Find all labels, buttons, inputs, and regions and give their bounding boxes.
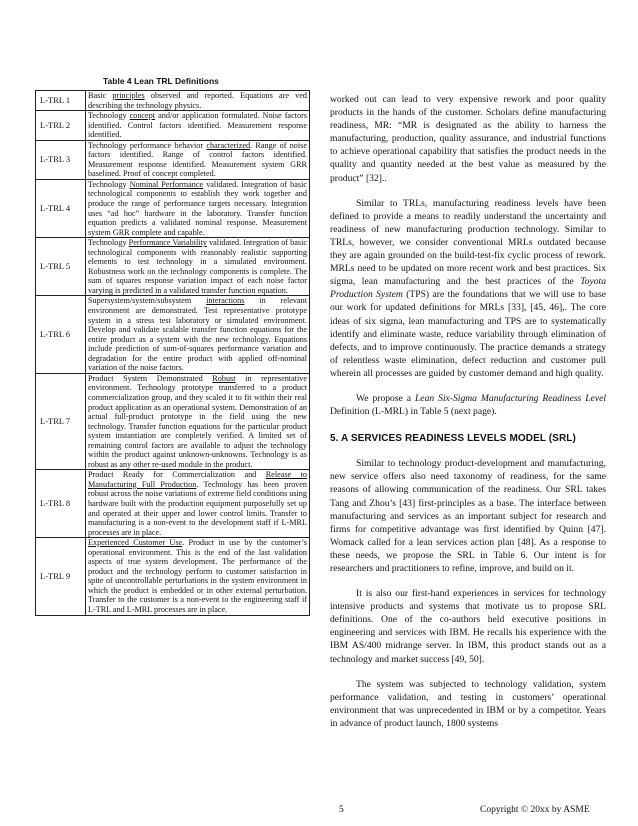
table-row	[36, 140, 310, 179]
key-term: Nominal Performance	[129, 179, 204, 189]
table-row	[36, 470, 310, 538]
trl-level-label: L-TRL 1	[36, 91, 86, 111]
key-term: concept	[129, 111, 156, 121]
description-text: validated. Integration of basic technological components to establish they work together and produce the range of performance targets necessary. Integration uses “ad hoc” hardware in the laboratory. Transfer function equation predicts a validated nominal response. Measurement system GRR complete and capable.	[88, 179, 307, 237]
trl-level-description	[86, 140, 310, 179]
description-text: and/or application formulated. Noise factors identified. Control factors identified. Measurement response identified.	[88, 111, 307, 140]
description-text: . Product in use by the customer’s operational environment. This is the end of the last validation aspects of true system development. The performance of the product and the technology perform to customer satisfaction in spite of uncontrollable perturbations in the system environment in which the product is embedded or in other external perturbation. Transfer to the customer is a non-event to the engineering staff if L-TRL and L-MRL processes are in place.	[88, 538, 307, 614]
key-term: Performance Variability	[128, 238, 207, 248]
right-column	[330, 93, 606, 742]
paragraph-services: Similar to technology product-development and manufacturing, new service offers also need taxonomy of readiness, for the same reasons of allowing communication of the readiness. Our SRL takes Tang and Zhou’s [43] first-principles as a base. The interface between manufacturing and services as an important subject for research and firms for competitive advantage was first identified by Quinn [47]. Womack called for a lean services action plan [48]. As a response to these needs, we propose the SRL in Table 6. Our intent is for researchers and practitioners to refine, improve, and build on it.	[330, 458, 606, 574]
trl-level-label: L-TRL 8	[36, 470, 86, 538]
paragraph-proposal-text-a: We propose a	[356, 392, 415, 404]
trl-level-label: L-TRL 2	[36, 111, 86, 141]
trl-level-label: L-TRL 7	[36, 373, 86, 469]
key-term: principles	[112, 91, 145, 100]
trl-level-description	[86, 179, 310, 237]
table-row	[36, 538, 310, 615]
trl-level-description	[86, 91, 310, 111]
page-number: 5	[339, 805, 344, 815]
description-text: Technology	[88, 238, 129, 248]
table-caption: Table 4 Lean TRL Definitions	[103, 76, 219, 86]
trl-level-label: L-TRL 4	[36, 179, 86, 237]
key-term: Experienced Customer Use	[88, 538, 183, 548]
key-term: characterized	[206, 140, 251, 150]
trl-level-description	[86, 373, 310, 469]
description-text: . Range of noise factors identified. Range of control factors identified. Measurement response identified. Measurement system GRR baselined. Proof of concept completed.	[88, 140, 307, 179]
paragraph-system: The system was subjected to technology validation, system performance validation, and testing in customers’ operational environment that was unprecedented in IBM or by a competitor. Years in advance of product launch, 1800 systems	[330, 678, 606, 729]
description-text: Product Ready for Commercialization and	[88, 470, 266, 480]
table-row	[36, 179, 310, 237]
paragraph-mrl-text-a: Similar to TRLs, manufacturing readiness levels have been defined to provide a means to readily understand the uncertainty and readiness of new manufacturing production technology. Similar to TRLs, however, we consider conventional MRLs outdated because they are again grounded on the build-test-fix cyclic process of rework. MRLs need to be updated on more recent work and best practices. Six sigma, lean manufacturing and the best practices of the	[330, 197, 606, 288]
paragraph-mrl	[330, 197, 606, 380]
description-text: in representative environment. Technology prototype transferred to a product commercialization group, and they scaled it to fit within their real product application as an operational system. Demonstration of an actual full-product prototype in the field using the new technology. Transfer function equations for the particular product system instantiation are completely verified. A limited set of remaining control factors are available to adjust the technology within the product against unknown-unknowns. Technology is as robust as any other re-used module in the product.	[88, 373, 307, 469]
trl-level-description	[86, 238, 310, 296]
paragraph-proposal-text-b: Definition (L-MRL) in Table 5 (next page).	[330, 406, 497, 418]
trl-level-description	[86, 296, 310, 373]
description-text: Technology performance behavior	[88, 140, 207, 150]
key-term: Release to Manufacturing Full Production	[88, 470, 307, 489]
table-row	[36, 111, 310, 141]
key-term: Robust	[212, 373, 236, 383]
description-text: Supersystem/system/subsystem	[88, 296, 207, 306]
table-row	[36, 373, 310, 469]
trl-level-label: L-TRL 5	[36, 238, 86, 296]
description-text: Basic	[88, 91, 113, 100]
copyright-notice: Copyright © 20xx by ASME	[480, 805, 590, 815]
trl-level-label: L-TRL 6	[36, 296, 86, 373]
table-row	[36, 238, 310, 296]
description-text: Product System Demonstrated	[88, 373, 213, 383]
paragraph-proposal	[330, 392, 606, 418]
description-text: in relevant environment are demonstrated. Test representative prototype system in a stress test laboratory or simulated environment. Develop and validate scalable transfer function equations for the entire product as a system with the new technology. Equations include prediction of sum-of-squares performance variation and degradation for the entire product with applied off-nominal variation of the noise factors.	[88, 296, 308, 373]
trl-level-label: L-TRL 3	[36, 140, 86, 179]
section-heading: 5. A SERVICES READINESS LEVELS MODEL (SRL)	[330, 433, 576, 445]
lean-trl-table	[35, 90, 310, 616]
description-text: validated. Integration of basic technological components with reasonably realistic supporting elements to test technology in a simulated environment. Robustness work on the technology components is complete. The sum of squares response variation impact of each noise factor varying is predicted in a validated transfer function equation.	[88, 238, 307, 295]
table-body	[36, 91, 310, 616]
trl-level-description	[86, 470, 310, 538]
trl-level-label: L-TRL 9	[36, 538, 86, 615]
trl-level-description	[86, 111, 310, 141]
paragraph-mrl-text-b: (TPS) are the foundations that we will use to base our work for updated definitions for MRLs [33], [45, 46],. The core ideas of six sigma, lean manufacturing and TPS are to systematically identify and eliminate waste, reduce variability through elimination of defects, and to improve continuously. The practice demands a strategy of relentless waste elimination, defect reduction and customer pull wherein all processes are guided by customer demand and high quality.	[330, 289, 606, 379]
key-term: interactions	[206, 296, 245, 306]
paragraph-mrl-italic: Toyota Production System	[330, 276, 606, 301]
table-row	[36, 296, 310, 373]
paragraph-proposal-italic: Lean Six-Sigma Manufacturing Readiness Level	[414, 392, 606, 404]
description-text: . Technology has been proven robust across the noise variations of extreme field conditions using hardware built with the production equipment purposefully set up and operated at their upper and lower control limits. Transfer to manufacturing is a non-event to the development staff if L-MRL processes are in place.	[88, 479, 307, 537]
trl-level-description	[86, 538, 310, 615]
description-text: Technology	[88, 179, 130, 189]
paragraph-mr-definition: worked out can lead to very expensive rework and poor quality products in the hands of the customer. Scholars define manufacturing readiness, MR: “MR is designated as the ability to harness the manufacturing, production, quality assurance, and industrial functions to achieve operational capability that satisfies the product needs in the quality and quantity needed at the best value as measured by the product” [32]..	[330, 94, 606, 184]
table-row	[36, 91, 310, 111]
description-text: observed and reported. Equations are ved describing the technology physics.	[88, 91, 307, 110]
description-text: Technology	[88, 111, 130, 121]
paragraph-experience: It is also our first-hand experiences in services for technology intensive products and systems that motivate us to propose SRL definitions. One of the co-authors held executive positions in engineering and services with IBM. He recalls his experience with the IBM AS/400 midrange server. In IBM, this product stands out as a technology and market success [49, 50].	[330, 588, 606, 665]
